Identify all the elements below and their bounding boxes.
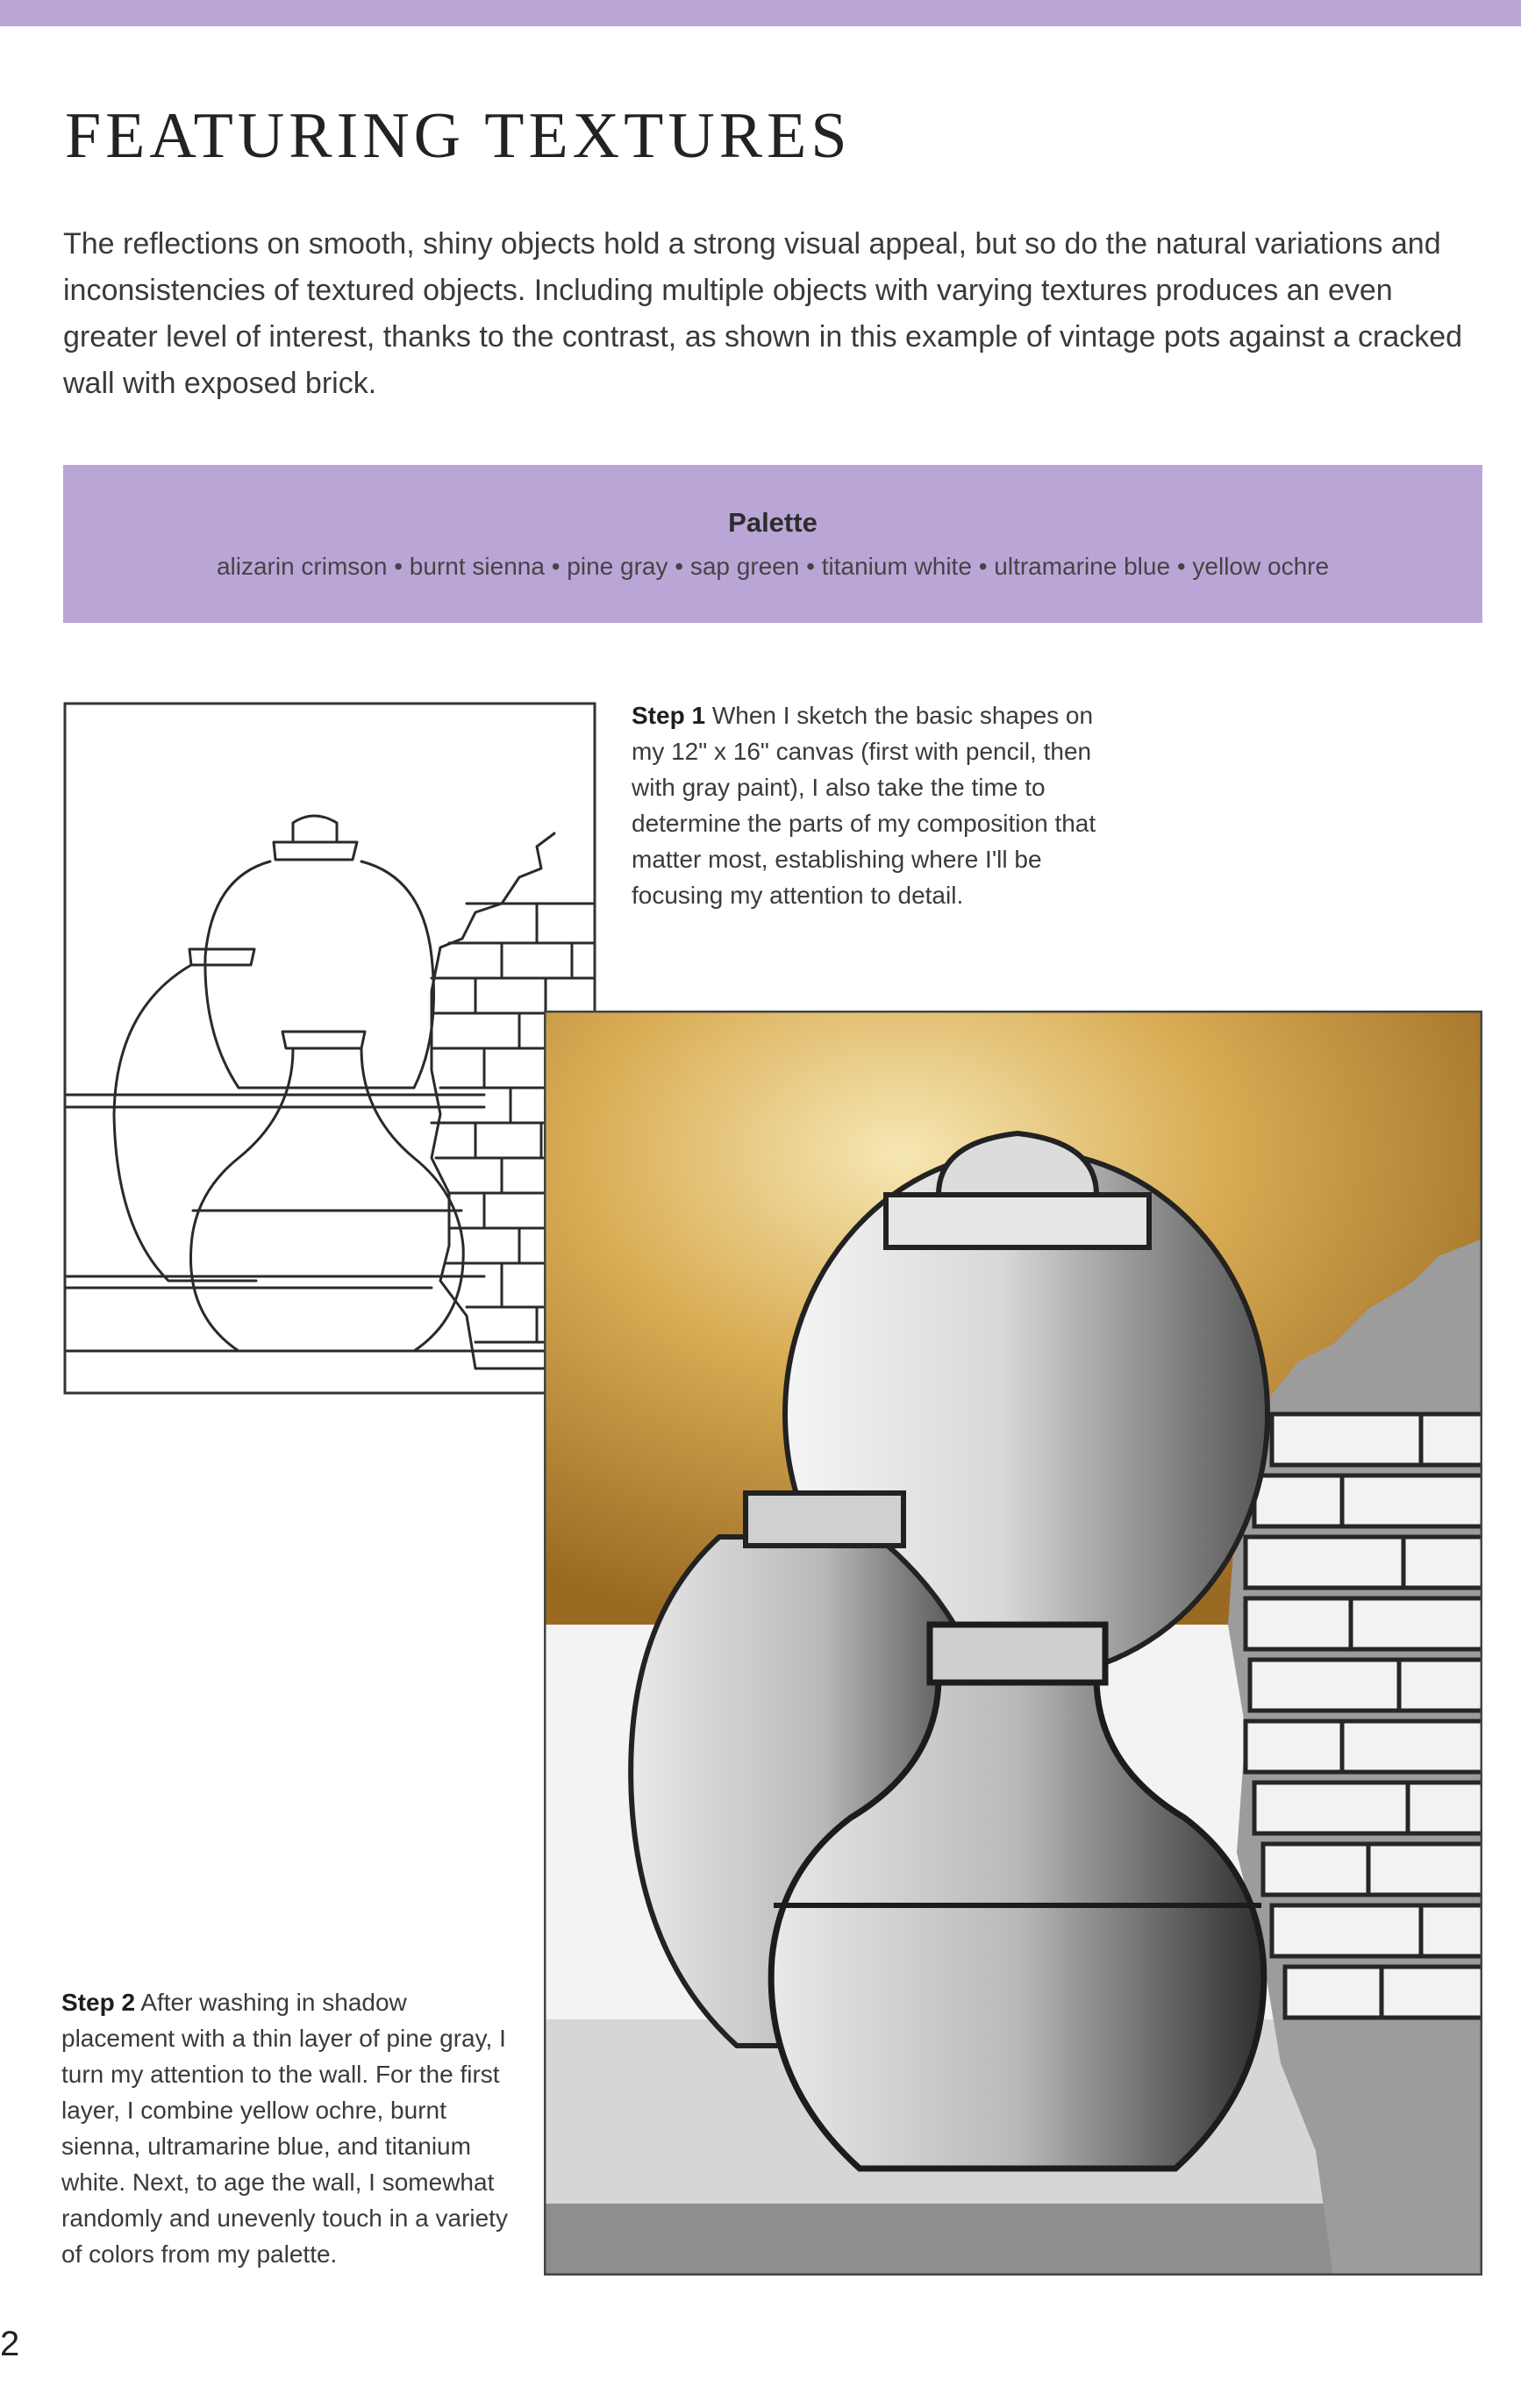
step1-caption xyxy=(632,697,1123,913)
step1-sketch-image xyxy=(63,702,596,1395)
step1-label: Step 1 xyxy=(632,702,706,729)
step2-text: After washing in shadow placement with a thin layer of pine gray, I turn my attention to the wall. For the first layer, I combine yellow ochre, burnt sienna, ultramarine blue, and titanium white. Next, to age the wall, I somewhat randomly and unevenly touch in a variety of colors from my palette. xyxy=(61,1989,508,2268)
palette-colors: alizarin crimson • burnt sienna • pine gray • sap green • titanium white • ultramarine blue • yellow ochre xyxy=(216,553,1330,580)
palette-title: Palette xyxy=(728,507,818,538)
intro-paragraph: The reflections on smooth, shiny objects hold a strong visual appeal, but so do the natural variations and inconsistencies of textured objects. Including multiple objects with varying textures produces an even greater level of interest, thanks to the contrast, as shown in this example of vintage pots against a cracked wall with exposed brick. xyxy=(63,227,1463,400)
step1-text: When I sketch the basic shapes on my 12" x 16" canvas (first with pencil, then with gray paint), I also take the time to determine the parts of my composition that matter most, establishing where I'll be focusing my attention to detail. xyxy=(632,702,1096,909)
step2-label: Step 2 xyxy=(61,1989,136,2016)
page-number: 2 xyxy=(0,2325,20,2363)
step2-caption xyxy=(61,1984,518,2272)
step2-painting-image xyxy=(544,1011,1482,2276)
page-title: FEATURING TEXTURES xyxy=(65,100,852,172)
palette-box xyxy=(63,465,1482,623)
top-accent-bar xyxy=(0,0,1521,26)
